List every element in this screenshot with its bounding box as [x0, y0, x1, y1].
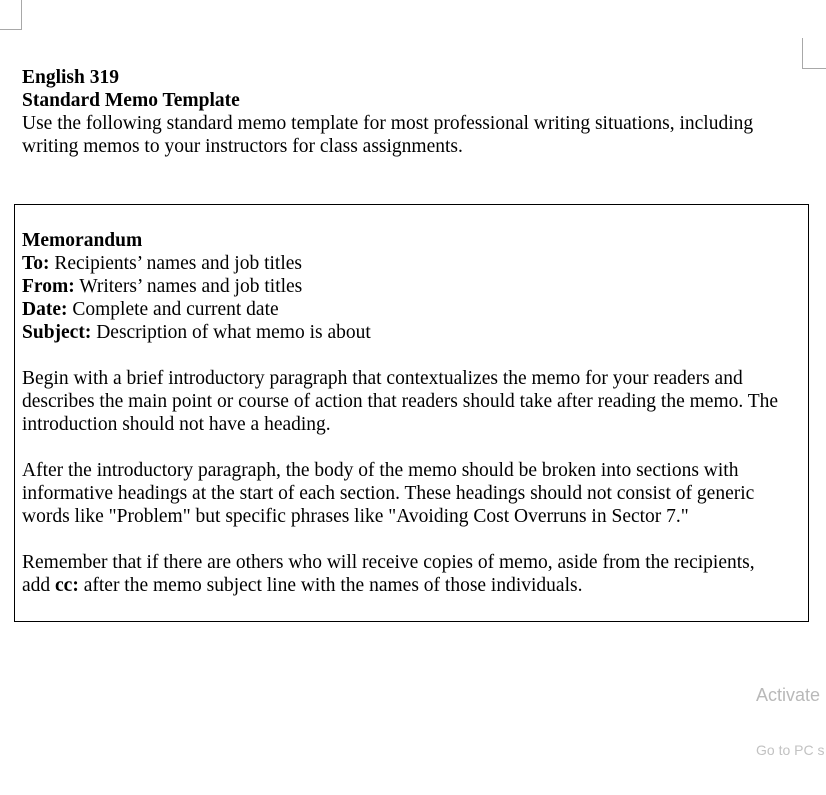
paragraph2-line-3: words like "Problem" but specific phrases like "Avoiding Cost Overruns in Sector 7." [22, 506, 689, 527]
paragraph1-line-3: introduction should not have a heading. [22, 414, 331, 435]
memo-template-box [14, 204, 809, 622]
page-margin-crop-mark-left-icon [0, 0, 22, 30]
blank-line [22, 436, 802, 459]
memo-field-date-value: Complete and current date [67, 299, 279, 320]
memo-field-from-label: From: [22, 276, 75, 297]
intro-line-2: writing memos to your instructors for class assignments. [22, 136, 463, 157]
page-margin-crop-mark-right-icon [802, 38, 826, 69]
memo-heading: Memorandum [22, 230, 143, 251]
paragraph3-line-2-post: after the memo subject line with the names of those individuals. [78, 575, 583, 596]
cc-label: cc: [55, 575, 79, 596]
paragraph1-line-2: describes the main point or course of action that readers should take after reading the memo. The [22, 391, 779, 412]
memo-field-to [22, 252, 802, 275]
memo-field-subject-value: Description of what memo is about [91, 322, 371, 343]
course-title: English 319 [22, 67, 119, 88]
paragraph3-line-1: Remember that if there are others who will receive copies of memo, aside from the recipients, [22, 552, 755, 573]
memo-field-to-label: To: [22, 253, 50, 274]
paragraph2-line-2: informative headings at the start of each section. These headings should not consist of generic [22, 483, 755, 504]
paragraph1-line-1: Begin with a brief introductory paragraph that contextualizes the memo for your readers and [22, 368, 743, 389]
memo-field-date-label: Date: [22, 299, 68, 320]
blank-line [22, 528, 802, 551]
document-header [22, 66, 753, 158]
memo-field-subject [22, 321, 802, 344]
activation-watermark-title: Activate [756, 685, 821, 705]
blank-line [22, 344, 802, 367]
document-title: Standard Memo Template [22, 90, 240, 111]
paragraph3-line-2-pre: add [22, 575, 56, 596]
activation-watermark-subtitle: Go to PC s [756, 742, 825, 758]
memo-field-to-value: Recipients’ names and job titles [49, 253, 303, 274]
memo-field-from-value: Writers’ names and job titles [74, 276, 303, 297]
windows-activation-watermark [756, 649, 824, 795]
paragraph3-line-2 [22, 574, 802, 597]
paragraph2-line-1: After the introductory paragraph, the body of the memo should be broken into sections with [22, 460, 739, 481]
intro-line-1: Use the following standard memo template for most professional writing situations, including [22, 113, 754, 134]
memo-field-subject-label: Subject: [22, 322, 92, 343]
memo-field-from [22, 275, 802, 298]
memo-field-date [22, 298, 802, 321]
